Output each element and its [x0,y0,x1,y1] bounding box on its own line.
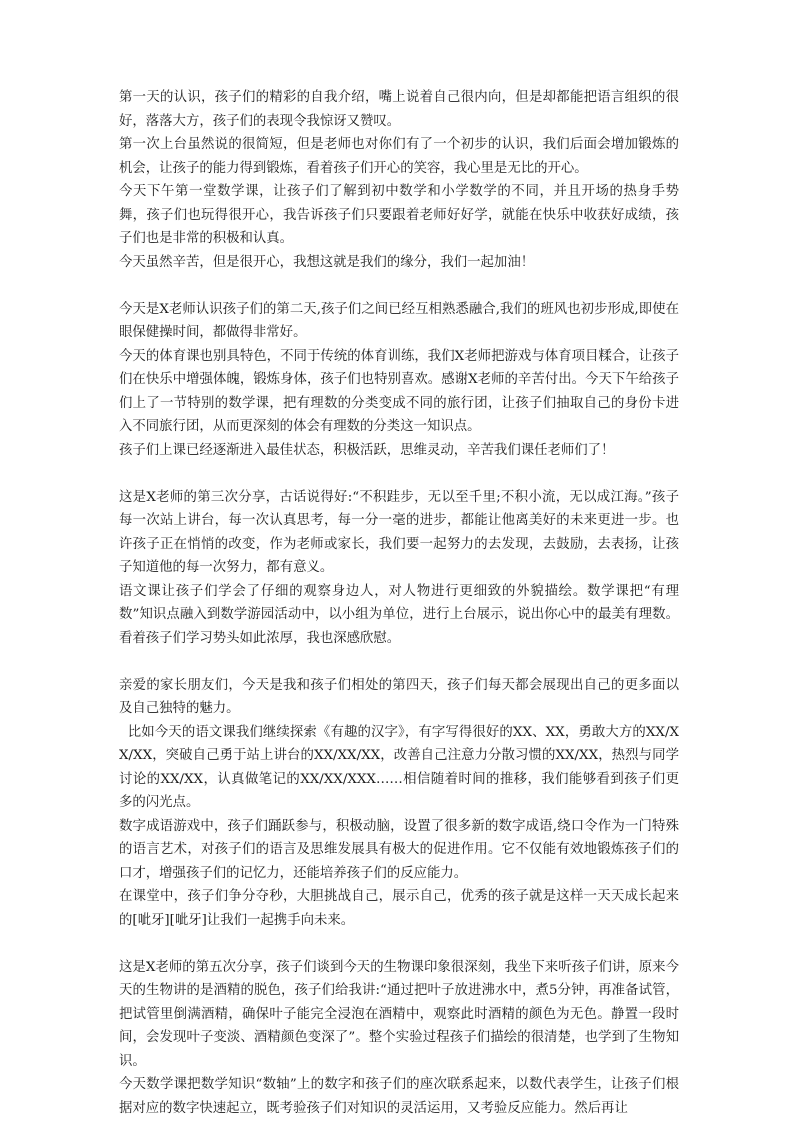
section-day-five [119,956,679,1121]
paragraph: 数字成语游戏中，孩子们踊跃参与，积极动脑，设置了很多新的数字成语,绕口令作为一门特殊的语言艺术，对孩子们的语言及思维发展具有极大的促进作用。它不仅能有效地锻炼孩子们的口才，增强孩子们的记忆力，还能培养孩子们的反应能力。 [119,818,679,881]
paragraph: 今天是X老师认识孩子们的第二天,孩子们之间已经互相熟悉融合,我们的班风也初步形成,即使在眼保健操时间，都做得非常好。 [119,301,679,340]
section-gap [119,274,679,298]
paragraph: 今天数学课把数学知识“数轴”上的数字和孩子们的座次联系起来，以数代表学生，让孩子们根据对应的数字快速起立，既考验孩子们对知识的灵活运用，又考验反应能力。然后再让 [119,1077,679,1116]
paragraph: 比如今天的语文课我们继续探索《有趣的汉字》，有字写得很好的XX、XX，勇敢大方的XX/XX/XX，突破自己勇于站上讲台的XX/XX/XX，改善自己注意力分散习惯的XX/XX，热烈与同学讨论的XX/XX，认真做笔记的XX/XX/XXX……相信随着时间的推移，我们能够看到孩子们更多的闪光点。 [119,724,679,810]
paragraph: 语文课让孩子们学会了仔细的观察身边人，对人物进行更细致的外貌描绘。数学课把“有理数”知识点融入到数学游园活动中，以小组为单位，进行上台展示，说出你心中的最美有理数。看着孩子们学习势头如此浓厚，我也深感欣慰。 [119,583,679,646]
section-day-one [119,86,679,274]
section-gap [119,932,679,956]
section-day-two [119,298,679,463]
section-gap [119,650,679,674]
paragraph: 今天虽然辛苦，但是很开心，我想这就是我们的缘分，我们一起加油！ [119,254,535,270]
paragraph: 今天的体育课也别具特色，不同于传统的体育训练，我们X老师把游戏与体育项目糅合，让孩子们在快乐中增强体魄，锻炼身体，孩子们也特别喜欢。感谢X老师的辛苦付出。今天下午给孩子们上了一节特别的数学课，把有理数的分类变成不同的旅行团，让孩子们抽取自己的身份卡进入不同旅行团，从而更深刻的体会有理数的分类这一知识点。 [119,348,679,434]
paragraph: 第一次上台虽然说的很简短，但是老师也对你们有了一个初步的认识，我们后面会增加锻炼的机会，让孩子的能力得到锻炼，看着孩子们开心的笑容，我心里是无比的开心。 [119,137,679,176]
paragraph: 今天下午第一堂数学课，让孩子们了解到初中数学和小学数学的不同，并且开场的热身手势舞，孩子们也玩得很开心，我告诉孩子们只要跟着老师好好学，就能在快乐中收获好成绩，孩子们也是非常的积极和认真。 [119,184,679,246]
paragraph: 孩子们上课已经逐渐进入最佳状态，积极活跃，思维灵动，辛苦我们课任老师们了！ [119,442,615,458]
document-body [119,86,679,1120]
section-day-three [119,486,679,651]
paragraph: 这是X老师的第五次分享，孩子们谈到今天的生物课印象很深刻，我坐下来听孩子们讲，原来今天的生物讲的是酒精的脱色，孩子们给我讲:“通过把叶子放进沸水中，煮5分钟，再准备试管，把试管里倒满酒精，确保叶子能完全浸泡在酒精中，观察此时酒精的颜色为无色。静置一段时间，会发现叶子变淡、酒精颜色变深了”。整个实验过程孩子们描绘的很清楚，也学到了生物知识。 [119,959,679,1069]
paragraph: 亲爱的家长朋友们，今天是我和孩子们相处的第四天，孩子们每天都会展现出自己的更多面以及自己独特的魅力。 [119,677,679,716]
paragraph: 第一天的认识，孩子们的精彩的自我介绍，嘴上说着自己很内向，但是却都能把语言组织的很好，落落大方，孩子们的表现令我惊讶又赞叹。 [119,90,679,129]
paragraph: 在课堂中，孩子们争分夺秒，大胆挑战自己，展示自己，优秀的孩子就是这样一天天成长起来的[呲牙][呲牙]让我们一起携手向未来。 [119,889,679,928]
section-gap [119,462,679,486]
section-day-four [119,674,679,933]
paragraph: 这是X老师的第三次分享，古话说得好:“不积跬步，无以至千里;不积小流，无以成江海。”孩子每一次站上讲台，每一次认真思考，每一分一毫的进步，都能让他离美好的未来更进一步。也许孩子正在悄悄的改变，作为老师或家长，我们要一起努力的去发现，去鼓励，去表扬，让孩子知道他的每一次努力，都有意义。 [119,489,679,575]
